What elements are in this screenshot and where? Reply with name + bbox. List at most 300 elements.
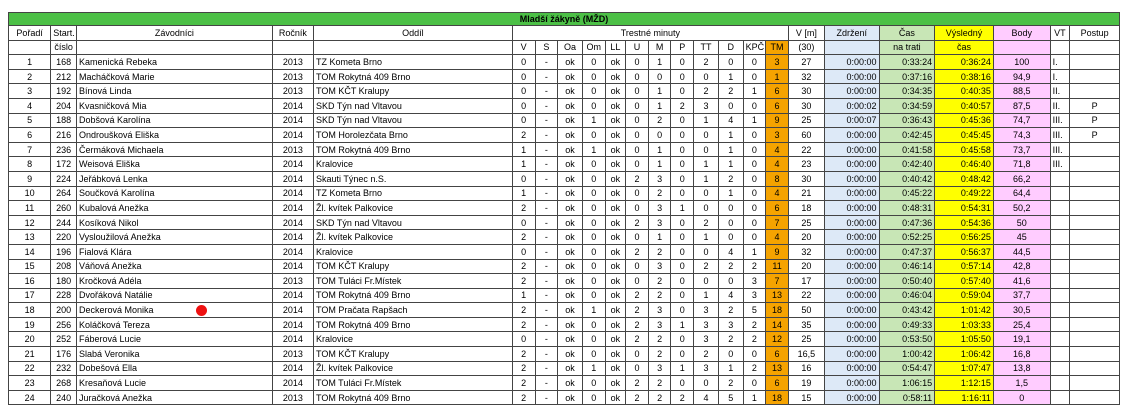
cell-pen-kpc: 3: [743, 288, 766, 303]
cell-rocnik: 2014: [272, 332, 313, 347]
cell-pen-ll: ok: [605, 98, 626, 113]
cell-start-cislo: 172: [51, 157, 77, 172]
cell-zavodnik: [76, 142, 272, 157]
cell-pen-oa: ok: [558, 84, 583, 99]
cell-cas-na-trati: 0:33:24: [879, 55, 935, 70]
cell-pen-m: 3: [648, 201, 671, 216]
cell-v-m: 20: [788, 230, 824, 245]
cell-pen-ll: ok: [605, 55, 626, 70]
cell-pen-om: 0: [582, 157, 605, 172]
cell-pen-v: 1: [512, 157, 535, 172]
cell-pen-kpc: 2: [743, 259, 766, 274]
cell-zavodnik: [76, 201, 272, 216]
hdr-trestne: Trestné minuty: [512, 26, 788, 41]
cell-poradi: 9: [9, 171, 51, 186]
cell-pen-m: 3: [648, 171, 671, 186]
cell-zavodnik: [76, 390, 272, 405]
cell-vysledny-cas: 0:40:35: [935, 84, 994, 99]
cell-pen-u: 0: [626, 361, 649, 376]
cell-poradi: 2: [9, 69, 51, 84]
cell-poradi: 8: [9, 157, 51, 172]
cell-pen-tt: 2: [694, 215, 719, 230]
cell-pen-tm: 6: [766, 201, 789, 216]
cell-zdrzeni: 0:00:07: [824, 113, 879, 128]
cell-pen-d: 4: [718, 113, 743, 128]
cell-zdrzeni: 0:00:00: [824, 128, 879, 143]
cell-vysledny-cas: 1:07:47: [935, 361, 994, 376]
cell-pen-s: -: [535, 347, 558, 362]
cell-pen-ll: ok: [605, 390, 626, 405]
cell-vysledny-cas: 0:57:40: [935, 274, 994, 289]
hdr-pen-om: Om: [582, 40, 605, 55]
cell-pen-oa: ok: [558, 361, 583, 376]
cell-v-m: 22: [788, 288, 824, 303]
cell-pen-tt: 2: [694, 259, 719, 274]
cell-vt: III.: [1050, 113, 1070, 128]
cell-pen-om: 0: [582, 376, 605, 391]
cell-pen-kpc: 1: [743, 113, 766, 128]
cell-pen-om: 0: [582, 186, 605, 201]
cell-v-m: 16: [788, 361, 824, 376]
cell-pen-m: 0: [648, 128, 671, 143]
cell-pen-kpc: 0: [743, 98, 766, 113]
table-row: [9, 259, 1120, 274]
cell-poradi: 20: [9, 332, 51, 347]
cell-pen-u: 0: [626, 230, 649, 245]
cell-pen-s: -: [535, 84, 558, 99]
cell-oddil: TOM Rokytná 409 Brno: [313, 142, 512, 157]
cell-oddil: Skauti Týnec n.S.: [313, 171, 512, 186]
cell-pen-d: 0: [718, 201, 743, 216]
cell-v-m: 60: [788, 128, 824, 143]
cell-pen-p: 0: [671, 332, 694, 347]
cell-pen-om: 1: [582, 303, 605, 318]
competitor-name: Weisová Eliška: [78, 159, 140, 170]
cell-pen-ll: ok: [605, 376, 626, 391]
cell-pen-p: 2: [671, 98, 694, 113]
cell-zavodnik: [76, 230, 272, 245]
cell-pen-s: -: [535, 244, 558, 259]
results-sheet: [8, 12, 1120, 405]
cell-rocnik: 2013: [272, 347, 313, 362]
cell-pen-tt: 2: [694, 347, 719, 362]
cell-pen-kpc: 0: [743, 69, 766, 84]
cell-pen-kpc: 0: [743, 201, 766, 216]
hdr2-empty: [993, 40, 1050, 55]
cell-v-m: 19: [788, 376, 824, 391]
cell-pen-v: 0: [512, 55, 535, 70]
cell-pen-oa: ok: [558, 98, 583, 113]
hdr-postup: Postup: [1070, 26, 1120, 41]
cell-start-cislo: 220: [51, 230, 77, 245]
cell-pen-s: -: [535, 390, 558, 405]
cell-pen-om: 0: [582, 259, 605, 274]
cell-vysledny-cas: 1:16:11: [935, 390, 994, 405]
cell-poradi: 7: [9, 142, 51, 157]
cell-poradi: 13: [9, 230, 51, 245]
cell-pen-s: -: [535, 288, 558, 303]
cell-v-m: 23: [788, 157, 824, 172]
cell-poradi: 10: [9, 186, 51, 201]
cell-pen-d: 2: [718, 171, 743, 186]
cell-zavodnik: [76, 157, 272, 172]
cell-pen-p: 2: [671, 390, 694, 405]
cell-pen-p: 0: [671, 347, 694, 362]
cell-vt: [1050, 230, 1070, 245]
cell-postup: [1070, 259, 1120, 274]
cell-pen-d: 4: [718, 244, 743, 259]
cell-v-m: 15: [788, 390, 824, 405]
cell-pen-ll: ok: [605, 244, 626, 259]
cell-vysledny-cas: 0:56:25: [935, 230, 994, 245]
table-row: [9, 171, 1120, 186]
cell-pen-m: 1: [648, 157, 671, 172]
cell-cas-na-trati: 0:41:58: [879, 142, 935, 157]
cell-oddil: TOM Tuláci Fr.Místek: [313, 376, 512, 391]
cell-pen-oa: ok: [558, 215, 583, 230]
cell-rocnik: 2014: [272, 186, 313, 201]
cell-pen-kpc: 0: [743, 215, 766, 230]
cell-pen-ll: ok: [605, 274, 626, 289]
cell-pen-p: 0: [671, 288, 694, 303]
cell-pen-d: 0: [718, 347, 743, 362]
competitor-name: Ondroušková Eliška: [78, 129, 160, 140]
cell-oddil: SKD Týn nad Vltavou: [313, 215, 512, 230]
competitor-name: Kamenická Rebeka: [78, 56, 158, 67]
cell-vt: [1050, 332, 1070, 347]
cell-zdrzeni: 0:00:00: [824, 230, 879, 245]
cell-pen-m: 3: [648, 317, 671, 332]
cell-rocnik: 2014: [272, 303, 313, 318]
cell-zdrzeni: 0:00:00: [824, 84, 879, 99]
cell-body: 19,1: [993, 332, 1050, 347]
competitor-name: Macháčková Marie: [78, 71, 155, 82]
cell-poradi: 22: [9, 361, 51, 376]
cell-pen-oa: ok: [558, 128, 583, 143]
cell-pen-om: 0: [582, 274, 605, 289]
cell-v-m: 50: [788, 303, 824, 318]
cell-rocnik: 2014: [272, 361, 313, 376]
table-row: [9, 332, 1120, 347]
cell-pen-tm: 4: [766, 157, 789, 172]
cell-poradi: 3: [9, 84, 51, 99]
cell-pen-m: 2: [648, 376, 671, 391]
cell-pen-d: 3: [718, 317, 743, 332]
header-row-2: [9, 40, 1120, 55]
hdr-pen-ll: LL: [605, 40, 626, 55]
cell-pen-v: 2: [512, 390, 535, 405]
cell-pen-d: 1: [718, 361, 743, 376]
cell-zdrzeni: 0:00:00: [824, 142, 879, 157]
cell-cas-na-trati: 0:42:45: [879, 128, 935, 143]
cell-zdrzeni: 0:00:00: [824, 244, 879, 259]
competitor-name: Fialová Klára: [78, 246, 132, 257]
cell-oddil: TOM KČT Kralupy: [313, 347, 512, 362]
cell-oddil: TOM KČT Kralupy: [313, 259, 512, 274]
cell-v-m: 25: [788, 332, 824, 347]
cell-zavodnik: [76, 274, 272, 289]
cell-vt: [1050, 259, 1070, 274]
cell-postup: [1070, 230, 1120, 245]
cell-body: 50: [993, 215, 1050, 230]
cell-vt: II.: [1050, 98, 1070, 113]
cell-v-m: 32: [788, 244, 824, 259]
cell-v-m: 17: [788, 274, 824, 289]
cell-pen-om: 0: [582, 128, 605, 143]
cell-zavodnik: [76, 317, 272, 332]
cell-pen-v: 1: [512, 142, 535, 157]
cell-postup: [1070, 303, 1120, 318]
cell-pen-kpc: 0: [743, 347, 766, 362]
cell-postup: [1070, 142, 1120, 157]
cell-pen-tt: 0: [694, 128, 719, 143]
cell-pen-s: -: [535, 376, 558, 391]
cell-pen-tm: 7: [766, 215, 789, 230]
cell-rocnik: 2013: [272, 84, 313, 99]
cell-vysledny-cas: 0:59:04: [935, 288, 994, 303]
cell-pen-om: 0: [582, 215, 605, 230]
hdr-oddil: Oddíl: [313, 26, 512, 41]
cell-zavodnik: [76, 376, 272, 391]
cell-pen-m: 1: [648, 142, 671, 157]
competitor-name: Kosíková Nikol: [78, 217, 139, 228]
cell-zdrzeni: 0:00:00: [824, 171, 879, 186]
hdr-pen-s: S: [535, 40, 558, 55]
cell-postup: [1070, 332, 1120, 347]
cell-pen-m: 1: [648, 55, 671, 70]
cell-pen-kpc: 5: [743, 303, 766, 318]
competitor-name: Fáberová Lucie: [78, 334, 142, 345]
cell-v-m: 35: [788, 317, 824, 332]
cell-pen-ll: ok: [605, 259, 626, 274]
cell-zdrzeni: 0:00:00: [824, 215, 879, 230]
cell-start-cislo: 244: [51, 215, 77, 230]
cell-poradi: 1: [9, 55, 51, 70]
cell-pen-v: 2: [512, 303, 535, 318]
cell-body: 66,2: [993, 171, 1050, 186]
table-row: [9, 347, 1120, 362]
cell-postup: [1070, 84, 1120, 99]
cell-rocnik: 2014: [272, 98, 313, 113]
cell-pen-u: 2: [626, 390, 649, 405]
cell-pen-m: 1: [648, 230, 671, 245]
hdr2-empty: [1050, 40, 1070, 55]
cell-rocnik: 2013: [272, 142, 313, 157]
cell-postup: [1070, 171, 1120, 186]
cell-pen-m: 3: [648, 259, 671, 274]
cell-oddil: Žl. kvítek Palkovice: [313, 230, 512, 245]
cell-poradi: 14: [9, 244, 51, 259]
competitor-name: Deckerová Monika: [78, 305, 154, 316]
cell-pen-om: 0: [582, 230, 605, 245]
cell-postup: P: [1070, 98, 1120, 113]
cell-poradi: 23: [9, 376, 51, 391]
cell-pen-tm: 9: [766, 244, 789, 259]
cell-zavodnik: [76, 69, 272, 84]
cell-pen-s: -: [535, 201, 558, 216]
cell-pen-om: 0: [582, 288, 605, 303]
cell-zdrzeni: 0:00:00: [824, 332, 879, 347]
cell-pen-kpc: 0: [743, 55, 766, 70]
cell-pen-p: 1: [671, 317, 694, 332]
cell-pen-tm: 13: [766, 288, 789, 303]
cell-pen-u: 0: [626, 259, 649, 274]
cell-zdrzeni: 0:00:00: [824, 390, 879, 405]
cell-body: 1,5: [993, 376, 1050, 391]
cell-pen-v: 2: [512, 201, 535, 216]
cell-pen-u: 2: [626, 215, 649, 230]
cell-oddil: SKD Týn nad Vltavou: [313, 113, 512, 128]
cell-pen-ll: ok: [605, 171, 626, 186]
cell-start-cislo: 192: [51, 84, 77, 99]
cell-oddil: TOM Rokytná 409 Brno: [313, 317, 512, 332]
cell-vt: I.: [1050, 69, 1070, 84]
cell-pen-m: 2: [648, 274, 671, 289]
cell-cas-na-trati: 0:36:43: [879, 113, 935, 128]
cell-poradi: 24: [9, 390, 51, 405]
cell-cas-na-trati: 0:47:37: [879, 244, 935, 259]
cell-pen-u: 0: [626, 157, 649, 172]
cell-pen-s: -: [535, 215, 558, 230]
hdr-pen-d: D: [718, 40, 743, 55]
cell-start-cislo: 260: [51, 201, 77, 216]
cell-pen-v: 0: [512, 215, 535, 230]
cell-pen-tm: 4: [766, 186, 789, 201]
cell-pen-kpc: 0: [743, 171, 766, 186]
cell-pen-ll: ok: [605, 303, 626, 318]
cell-pen-u: 2: [626, 171, 649, 186]
table-row: [9, 113, 1120, 128]
cell-zavodnik: [76, 288, 272, 303]
cell-pen-m: 2: [648, 332, 671, 347]
cell-pen-kpc: 0: [743, 230, 766, 245]
cell-pen-kpc: 2: [743, 317, 766, 332]
cell-pen-d: 5: [718, 390, 743, 405]
cell-vt: [1050, 244, 1070, 259]
cell-pen-p: 0: [671, 186, 694, 201]
cell-pen-p: 0: [671, 69, 694, 84]
cell-vysledny-cas: 0:46:40: [935, 157, 994, 172]
hdr-pen-oa: Oa: [558, 40, 583, 55]
cell-poradi: 21: [9, 347, 51, 362]
cell-oddil: TZ Kometa Brno: [313, 55, 512, 70]
competitor-name: Dobešová Ella: [78, 363, 138, 374]
hdr-v-limit: (30): [788, 40, 824, 55]
cell-cas-na-trati: 0:46:14: [879, 259, 935, 274]
cell-pen-ll: ok: [605, 142, 626, 157]
cell-body: 0: [993, 390, 1050, 405]
cell-pen-v: 2: [512, 376, 535, 391]
hdr2-empty: [313, 40, 512, 55]
competitor-name: Slabá Veronika: [78, 348, 140, 359]
cell-start-cislo: 196: [51, 244, 77, 259]
cell-pen-v: 2: [512, 259, 535, 274]
cell-postup: [1070, 288, 1120, 303]
cell-start-cislo: 216: [51, 128, 77, 143]
cell-pen-d: 1: [718, 128, 743, 143]
cell-cas-na-trati: 0:37:16: [879, 69, 935, 84]
cell-rocnik: 2014: [272, 128, 313, 143]
cell-vt: [1050, 376, 1070, 391]
cell-vysledny-cas: 0:36:24: [935, 55, 994, 70]
cell-pen-u: 2: [626, 317, 649, 332]
cell-pen-p: 1: [671, 201, 694, 216]
cell-zavodnik: [76, 171, 272, 186]
cell-zavodnik: [76, 186, 272, 201]
cell-pen-v: 2: [512, 230, 535, 245]
cell-pen-u: 0: [626, 98, 649, 113]
cell-cas-na-trati: 0:50:40: [879, 274, 935, 289]
cell-pen-s: -: [535, 361, 558, 376]
cell-vysledny-cas: 0:45:58: [935, 142, 994, 157]
title-row: [9, 13, 1120, 26]
cell-pen-oa: ok: [558, 303, 583, 318]
cell-zavodnik: [76, 303, 272, 318]
cell-pen-p: 1: [671, 361, 694, 376]
cell-start-cislo: 204: [51, 98, 77, 113]
cell-pen-om: 0: [582, 347, 605, 362]
cell-pen-s: -: [535, 186, 558, 201]
cell-cas-na-trati: 0:34:59: [879, 98, 935, 113]
cell-pen-v: 2: [512, 317, 535, 332]
cell-v-m: 20: [788, 259, 824, 274]
table-row: [9, 317, 1120, 332]
cell-pen-tt: 0: [694, 244, 719, 259]
cell-pen-d: 2: [718, 303, 743, 318]
cell-pen-om: 1: [582, 142, 605, 157]
cell-pen-oa: ok: [558, 157, 583, 172]
competitor-name: Juračková Anežka: [78, 392, 153, 403]
table-row: [9, 230, 1120, 245]
cell-zdrzeni: 0:00:00: [824, 317, 879, 332]
cell-pen-u: 0: [626, 274, 649, 289]
cell-start-cislo: 212: [51, 69, 77, 84]
cell-pen-oa: ok: [558, 288, 583, 303]
cell-pen-om: 0: [582, 98, 605, 113]
cell-cas-na-trati: 0:45:22: [879, 186, 935, 201]
cell-vysledny-cas: 0:56:37: [935, 244, 994, 259]
cell-postup: [1070, 361, 1120, 376]
cell-v-m: 30: [788, 171, 824, 186]
table-row: [9, 84, 1120, 99]
cell-pen-d: 1: [718, 157, 743, 172]
cell-body: 30,5: [993, 303, 1050, 318]
cell-start-cislo: 200: [51, 303, 77, 318]
cell-pen-d: 2: [718, 332, 743, 347]
cell-vt: [1050, 215, 1070, 230]
cell-pen-oa: ok: [558, 390, 583, 405]
cell-vysledny-cas: 0:49:22: [935, 186, 994, 201]
cell-pen-oa: ok: [558, 201, 583, 216]
cell-pen-tm: 12: [766, 332, 789, 347]
cell-postup: [1070, 55, 1120, 70]
cell-vysledny-cas: 0:54:36: [935, 215, 994, 230]
table-row: [9, 157, 1120, 172]
cell-oddil: Žl. kvítek Palkovice: [313, 361, 512, 376]
hdr-pen-p: P: [671, 40, 694, 55]
cell-pen-d: 2: [718, 84, 743, 99]
hdr-v: V [m]: [788, 26, 824, 41]
cell-body: 73,7: [993, 142, 1050, 157]
cell-pen-ll: ok: [605, 84, 626, 99]
cell-postup: [1070, 186, 1120, 201]
cell-pen-p: 0: [671, 128, 694, 143]
cell-body: 16,8: [993, 347, 1050, 362]
cell-pen-ll: ok: [605, 361, 626, 376]
cell-pen-p: 0: [671, 274, 694, 289]
hdr-zavodnici: Závodníci: [76, 26, 272, 41]
competitor-name: Bínová Linda: [78, 86, 132, 97]
